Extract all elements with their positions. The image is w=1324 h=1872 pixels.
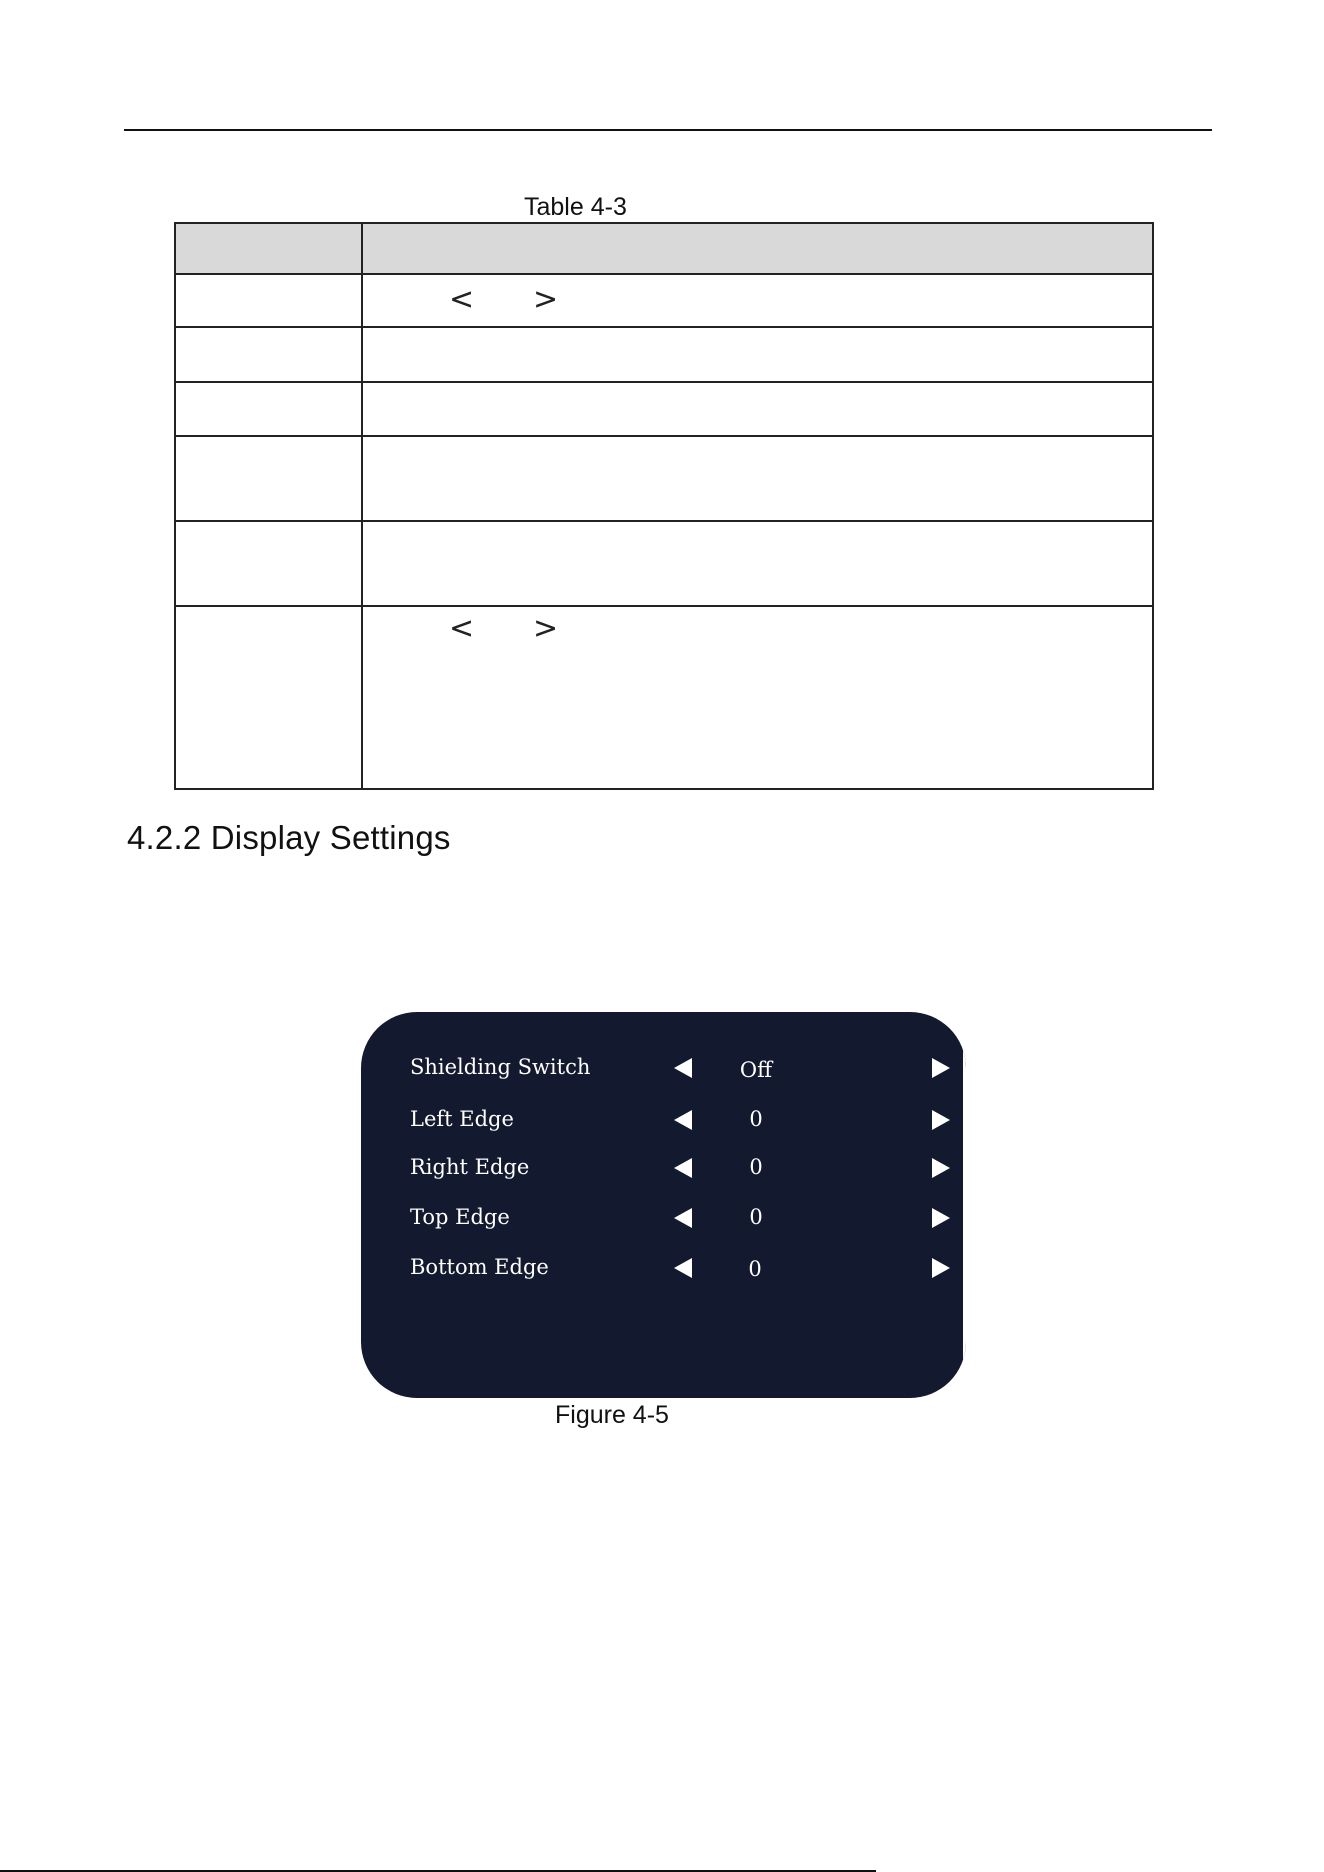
right-triangle-icon[interactable] [932,1110,950,1130]
left-triangle-icon[interactable] [674,1058,692,1078]
osd-row-top-edge[interactable] [361,1199,966,1235]
left-triangle-icon[interactable] [674,1208,692,1228]
osd-value-text: 0 [748,1257,762,1281]
right-triangle-icon[interactable] [932,1258,950,1278]
osd-value-text: 0 [749,1205,763,1229]
table-cell [175,274,362,327]
table-cell [175,521,362,606]
osd-label: Shielding Switch [410,1055,591,1079]
osd-row-bottom-edge[interactable] [361,1249,966,1285]
table-row [175,327,1153,382]
osd-label: Left Edge [410,1107,514,1131]
osd-menu-panel [361,1012,966,1398]
table-row [175,436,1153,521]
table-row [175,606,1153,789]
osd-row-right-edge[interactable] [361,1149,966,1185]
table-cell [175,436,362,521]
table-cell [175,327,362,382]
left-triangle-icon[interactable] [674,1158,692,1178]
osd-label: Right Edge [410,1155,530,1179]
osd-value-text: 0 [749,1107,763,1131]
table-row [175,274,1153,327]
table-cell [175,606,362,789]
table-row [175,521,1153,606]
osd-value-text: 0 [749,1155,763,1179]
table-cell [362,606,1153,789]
osd-label: Bottom Edge [410,1255,549,1279]
left-triangle-icon[interactable] [674,1258,692,1278]
section-heading: 4.2.2 Display Settings [127,819,451,856]
left-arrow-icon: < [449,611,475,646]
right-arrow-icon: > [533,282,559,317]
osd-value-text: Off [739,1058,773,1082]
table-cell [362,382,1153,436]
right-triangle-icon[interactable] [932,1158,950,1178]
table-cell [362,274,1153,327]
right-triangle-icon[interactable] [932,1058,950,1078]
table-header-cell [175,223,362,274]
osd-row-left-edge[interactable] [361,1101,966,1137]
table-header-cell [362,223,1153,274]
right-arrow-icon: > [533,611,559,646]
table-cell [362,327,1153,382]
figure-caption: Figure 4-5 [555,1401,669,1429]
left-arrow-icon: < [449,282,475,317]
table-cell [362,436,1153,521]
table-cell [362,521,1153,606]
osd-label: Top Edge [410,1205,510,1229]
table-row [175,382,1153,436]
table-caption: Table 4-3 [524,193,627,221]
header-rule [124,129,1212,131]
right-triangle-icon[interactable] [932,1208,950,1228]
table-cell [175,382,362,436]
spec-table [174,222,1154,790]
left-triangle-icon[interactable] [674,1110,692,1130]
table-header-row [175,223,1153,274]
osd-row-shielding-switch[interactable] [361,1049,966,1085]
